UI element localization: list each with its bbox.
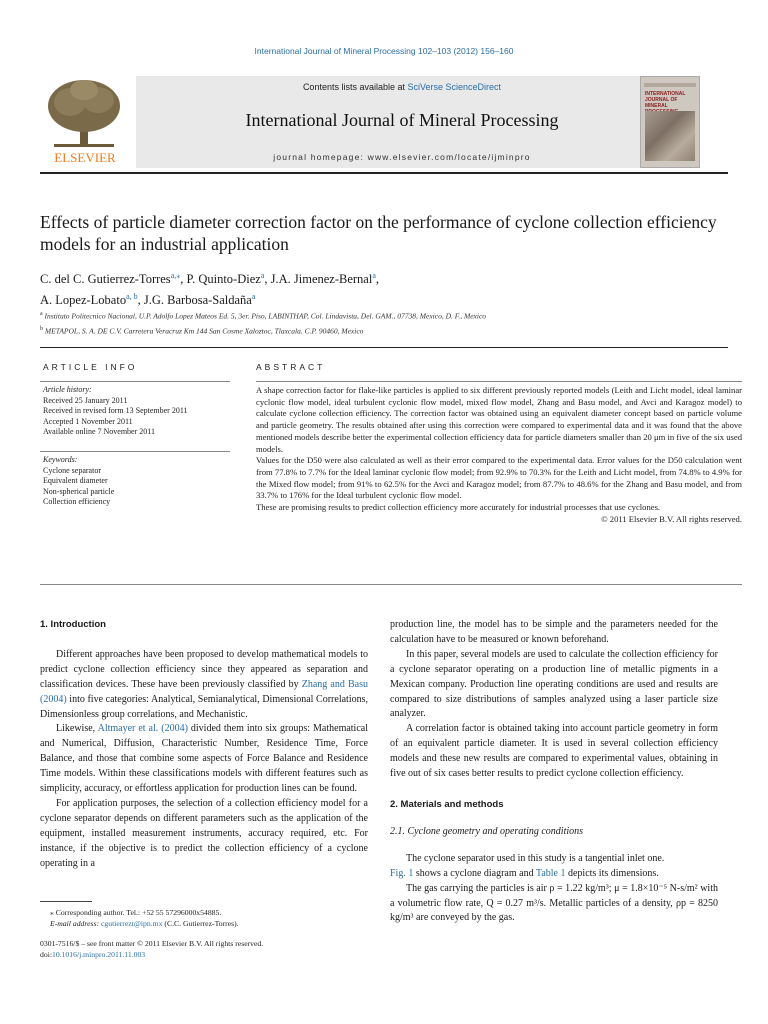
- email-suffix: (C.C. Gutierrez-Torres).: [162, 919, 239, 928]
- journal-band: [136, 76, 668, 168]
- affiliation-marker: b: [40, 325, 43, 332]
- author-name[interactable]: J.G. Barbosa-Saldaña: [143, 293, 252, 308]
- journal-homepage[interactable]: journal homepage: www.elsevier.com/locate/ijminpro: [273, 152, 531, 162]
- elsevier-tree-icon: [40, 76, 130, 168]
- author-separator: ,: [137, 293, 144, 308]
- body-paragraph: production line, the model has to be simple and the parameters needed for the calculation have to be measured or known beforehand.: [390, 619, 718, 645]
- body-paragraph: A correlation factor is obtained taking into account particle geometry in form of an equivalent particle diameter. It is used in several collection efficiency models and these new results are compared to experimental values, obtaining in five out of six cases better results to predict cyclone collection efficiency.: [390, 723, 718, 780]
- abstract-paragraph: A shape correction factor for flake-like particles is applied to six different previously reported models (Leith and Licht model, ideal laminar cyclonic flow model, ideal turbulent cyclonic flow model, mixed flow model, Zhang and Basu model, and Avci and Karagoz model) to calculate cyclone collection efficiency. The correction factor was obtained using an equivalent diameter concept based on particle volume and particle geometry. The results obtained after using this correction were compared to experimental data and it was found that the above mentioned models describe better the experimental collection efficiency data for particle diameters smaller than 20 μm in five of the six used models.: [256, 385, 742, 454]
- paragraph-text: Different approaches have been proposed to develop mathematical models to predict cyclone collection efficiency since they appeared as separation and classification devices. These have been previously classified by: [40, 648, 368, 690]
- abstract-heading: ABSTRACT: [256, 362, 326, 372]
- cover-title: INTERNATIONAL JOURNAL OF MINERAL: [645, 91, 686, 109]
- article-history: [43, 385, 233, 438]
- methods-heading: 2. Materials and methods: [390, 798, 504, 810]
- spacer: [390, 840, 718, 852]
- author-name[interactable]: A. Lopez-Lobato: [40, 293, 127, 308]
- doi-link[interactable]: 10.1016/j.minpro.2011.11.003: [51, 950, 146, 959]
- author-affil-marker[interactable]: a: [372, 271, 376, 280]
- email-label: E-mail address:: [50, 919, 101, 928]
- abstract-bottom-rule: [40, 584, 742, 585]
- email-note: [40, 918, 370, 929]
- keyword-item: Equivalent diameter: [43, 476, 108, 485]
- footnotes: [40, 907, 370, 929]
- article-info-heading: ARTICLE INFO: [43, 362, 138, 372]
- elsevier-logo[interactable]: [40, 76, 130, 168]
- history-item: Received 25 January 2011: [43, 395, 128, 405]
- section-rule: [40, 347, 728, 348]
- article-title: Effects of particle diameter correction factor on the performance of cyclone collection efficiency models for an industrial application: [40, 212, 717, 254]
- corresponding-author-note: ⁎ Corresponding author. Tel.: +52 55 57296000x54885.: [50, 908, 222, 917]
- reference-link[interactable]: Zhang and Basu (2004): [40, 678, 368, 705]
- spacer: [40, 633, 368, 648]
- paragraph-text: Likewise,: [56, 723, 98, 735]
- author-name[interactable]: C. del C. Gutierrez-Torres: [40, 272, 171, 287]
- intro-heading: 1. Introduction: [40, 619, 106, 630]
- reference-link[interactable]: Altmayer et al. (2004): [97, 723, 188, 735]
- abstract-rule: [256, 381, 742, 382]
- paragraph-text: depicts its dimensions.: [565, 867, 659, 879]
- masthead: [40, 76, 728, 168]
- keywords-label: Keywords:: [43, 455, 78, 464]
- cover-header-bar: [644, 83, 696, 87]
- abstract-body: [256, 385, 742, 525]
- author-affil-marker[interactable]: a: [260, 271, 265, 280]
- subsection-heading: 2.1. Cyclone geometry and operating conditions: [390, 825, 584, 837]
- author-name[interactable]: J.A. Jimenez-Bernal: [270, 272, 373, 287]
- paragraph-text: shows a cyclone diagram and: [413, 867, 536, 879]
- journal-cover-thumbnail[interactable]: [640, 76, 700, 168]
- history-item: Accepted 1 November 2011: [43, 416, 133, 426]
- author-line-1: [40, 267, 740, 288]
- affiliation-item: [40, 323, 740, 338]
- contents-availability: [136, 82, 668, 92]
- spacer: [390, 813, 718, 825]
- table-link[interactable]: Table 1: [535, 867, 566, 879]
- author-affil-marker[interactable]: a: [251, 292, 256, 302]
- keyword-item: Collection efficiency: [43, 497, 111, 506]
- cover-artwork: [645, 111, 695, 161]
- body-paragraph: The cyclone separator used in this study is a tangential inlet one.: [406, 852, 665, 864]
- issn-note: 0301-7516/$ – see front matter © 2011 Elsevier B.V. All rights reserved.: [40, 939, 264, 948]
- keywords: [43, 455, 233, 508]
- paragraph-text: divided them into six groups: Mathematical and Numerical, Diffusion, Characteristic Number, Residence Time, Force Balance, and those that combine some aspects of Force Balance and Residence Time models. Within these classifications models with different features such as simplicity, accuracy, or effortless application for production lines can be found.: [40, 723, 368, 795]
- affiliation-text: Instituto Politecnico Nacional, U.P. Adolfo Lopez Mateos Ed. 5, 3er. Piso, LABINTHAP, Col. Lindavista, Del. GAM., 07738, Mexico, D. F., Mexico: [44, 311, 487, 321]
- history-item: Received in revised form 13 September 2011: [43, 406, 188, 415]
- author-separator: ,: [375, 272, 380, 287]
- contents-prefix: Contents lists available at: [302, 82, 408, 92]
- affiliation-item: [40, 308, 740, 323]
- body-paragraph: [40, 648, 368, 723]
- body-paragraph: The gas carrying the particles is air ρ = 1.22 kg/m³; μ = 1.8×10⁻⁵ N-s/m² with a volumetric flow rate, Q = 0.27 m³/s. Metallic particles of a density, ρp = 8250 kg/m³ are conveyed by the gas.: [390, 882, 718, 924]
- keyword-item: Cyclone separator: [43, 465, 101, 475]
- author-name[interactable]: P. Quinto-Diez: [186, 272, 261, 287]
- body-paragraph: In this paper, several models are used to calculate the collection efficiency for a cyclone separator operating on a production line of metallic pigments in a Mexican company. Production line operating conditions are used and results are compared to size distributions of samples analyzed using a laser particle size analyzer.: [390, 648, 718, 720]
- history-label: Article history:: [43, 385, 92, 394]
- affiliation-text: METAPOL, S. A. DE C.V. Carretera Veracruz Km 144 San Cosme Xaloztoc, Tlaxcala. C.P. 90460, Mexico: [44, 326, 364, 335]
- doi-line: [40, 949, 370, 960]
- article-info-rule: [40, 381, 230, 382]
- journal-citation[interactable]: International Journal of Mineral Processing 102–103 (2012) 156–160: [254, 46, 514, 56]
- keyword-item: Non-spherical particle: [43, 486, 115, 496]
- spacer: [390, 782, 718, 798]
- body-paragraph: For application purposes, the selection of a collection efficiency model for a cyclone separator depends on different parameters such as the application of the equipment, installed measurement instruments, accuracy required, etc. For instance, if the objective is to predict the collection efficiency of a cyclone operating in a: [40, 797, 368, 869]
- journal-title: International Journal of Mineral Processing: [245, 110, 559, 130]
- body-right-column: [390, 618, 718, 926]
- email-link[interactable]: cgutierrezt@ipn.mx: [100, 919, 163, 928]
- author-separator: ,: [180, 272, 187, 287]
- affiliation-marker: a: [40, 311, 43, 317]
- header-rule: [40, 172, 728, 174]
- abstract-paragraph: These are promising results to predict collection efficiency more accurately for industrial processes that use cyclones.: [256, 502, 661, 513]
- doi-label: doi:: [40, 950, 52, 959]
- author-separator: ,: [264, 272, 271, 287]
- body-paragraph: [40, 722, 368, 797]
- history-item: Available online 7 November 2011: [43, 427, 155, 436]
- footnote-rule: [40, 901, 92, 902]
- body-paragraph: [390, 867, 718, 882]
- sciencedirect-link[interactable]: SciVerse ScienceDirect: [407, 82, 502, 92]
- publisher-logo-text: ELSEVIER: [54, 150, 116, 165]
- body-left-column: [40, 618, 368, 872]
- author-list: [40, 267, 740, 309]
- abstract-copyright: © 2011 Elsevier B.V. All rights reserved.: [601, 513, 742, 524]
- author-affil-marker[interactable]: a, b: [126, 292, 138, 302]
- paragraph-text: into five categories: Analytical, Semianalytical, Dimensional Correlations, Dimensionless group correlations, and Mechanistic.: [40, 693, 368, 720]
- figure-link[interactable]: Fig. 1: [390, 867, 414, 879]
- keywords-rule: [40, 451, 230, 452]
- author-affil-marker[interactable]: a,⁎: [170, 271, 181, 280]
- author-line-2: [40, 288, 740, 309]
- abstract-paragraph: Values for the D50 were also calculated as well as their error compared to the experimental data. Error values for the D50 calculation went from 77.8% to 7.7% for the Ideal laminar cyclonic flow model; from 92.9% to 70.3% for the Leith and Licht model, from 74.8% to 4.9% for the Mixed flow model; from 91% to 62.5% for the Avci and Karagoz model; from 87.7% to 48.6% for the Zhang and Basu model, and from 33.7% to 176% for the Ideal turbulent cyclonic flow model.: [256, 455, 742, 501]
- affiliations: [40, 308, 740, 337]
- bottom-meta: [40, 938, 370, 960]
